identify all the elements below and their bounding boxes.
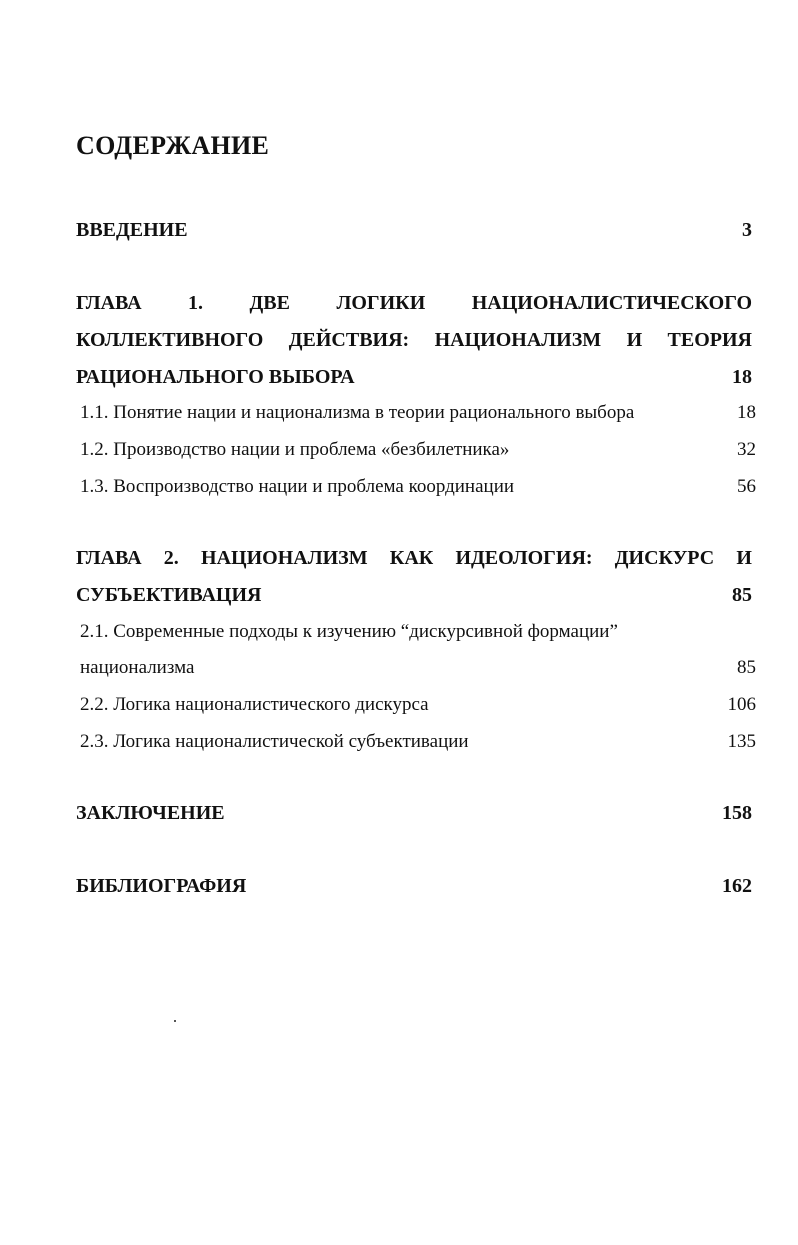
toc-page-number: 106 [727, 694, 756, 715]
page-title: СОДЕРЖАНИЕ [76, 131, 270, 160]
toc-label: 2.1. Современные подходы к изучению “дискурсивной формации” [80, 621, 618, 642]
scan-speck [174, 1020, 176, 1022]
toc-section-2-3[interactable] [76, 731, 756, 753]
toc-label: ВВЕДЕНИЕ [76, 219, 188, 241]
toc-label: 2.2. Логика националистического дискурса [80, 694, 429, 715]
toc-label: национализма [80, 657, 195, 678]
chapter-2-title-line-2 [76, 584, 752, 607]
chapter-1-title-line-1: ГЛАВА 1. ДВЕ ЛОГИКИ НАЦИОНАЛИСТИЧЕСКОГО [76, 292, 752, 314]
toc-label: СУБЪЕКТИВАЦИЯ [76, 584, 262, 606]
toc-label: 1.1. Понятие нации и национализма в теории рационального выбора [80, 402, 635, 423]
toc-page-number: 158 [722, 802, 752, 824]
toc-label: ЗАКЛЮЧЕНИЕ [76, 802, 225, 824]
toc-page-number: 56 [737, 476, 756, 497]
toc-label: БИБЛИОГРАФИЯ [76, 875, 247, 897]
toc-page-number: 135 [727, 731, 756, 752]
toc-label: 1.3. Воспроизводство нации и проблема координации [80, 476, 515, 497]
toc-section-2-1-line-2[interactable] [76, 657, 756, 679]
toc-entry-introduction[interactable] [76, 219, 752, 242]
chapter-2-title-line-1: ГЛАВА 2. НАЦИОНАЛИЗМ КАК ИДЕОЛОГИЯ: ДИСКУРС И [76, 547, 752, 569]
toc-page-number: 18 [737, 402, 756, 423]
toc-label: 1.2. Производство нации и проблема «безбилетника» [80, 439, 510, 460]
toc-page-number: 3 [742, 219, 752, 241]
toc-section-2-1-line-1[interactable] [76, 621, 756, 643]
chapter-1-title-line-2: КОЛЛЕКТИВНОГО ДЕЙСТВИЯ: НАЦИОНАЛИЗМ И ТЕОРИЯ [76, 329, 752, 351]
toc-page-number: 162 [722, 875, 752, 897]
toc-entry-bibliography[interactable] [76, 875, 752, 898]
toc-page-number: 85 [732, 584, 752, 606]
toc-section-2-2[interactable] [76, 694, 756, 716]
toc-page-number: 85 [737, 657, 756, 678]
toc-entry-conclusion[interactable] [76, 802, 752, 825]
toc-section-1-2[interactable] [76, 439, 756, 461]
toc-page-number: 18 [732, 366, 752, 388]
toc-section-1-3[interactable] [76, 476, 756, 498]
chapter-1-title-line-3 [76, 366, 752, 389]
toc-label: 2.3. Логика националистической субъективации [80, 731, 469, 752]
toc-section-1-1[interactable] [76, 402, 756, 424]
toc-page-number: 32 [737, 439, 756, 460]
toc-label: РАЦИОНАЛЬНОГО ВЫБОРА [76, 366, 355, 388]
